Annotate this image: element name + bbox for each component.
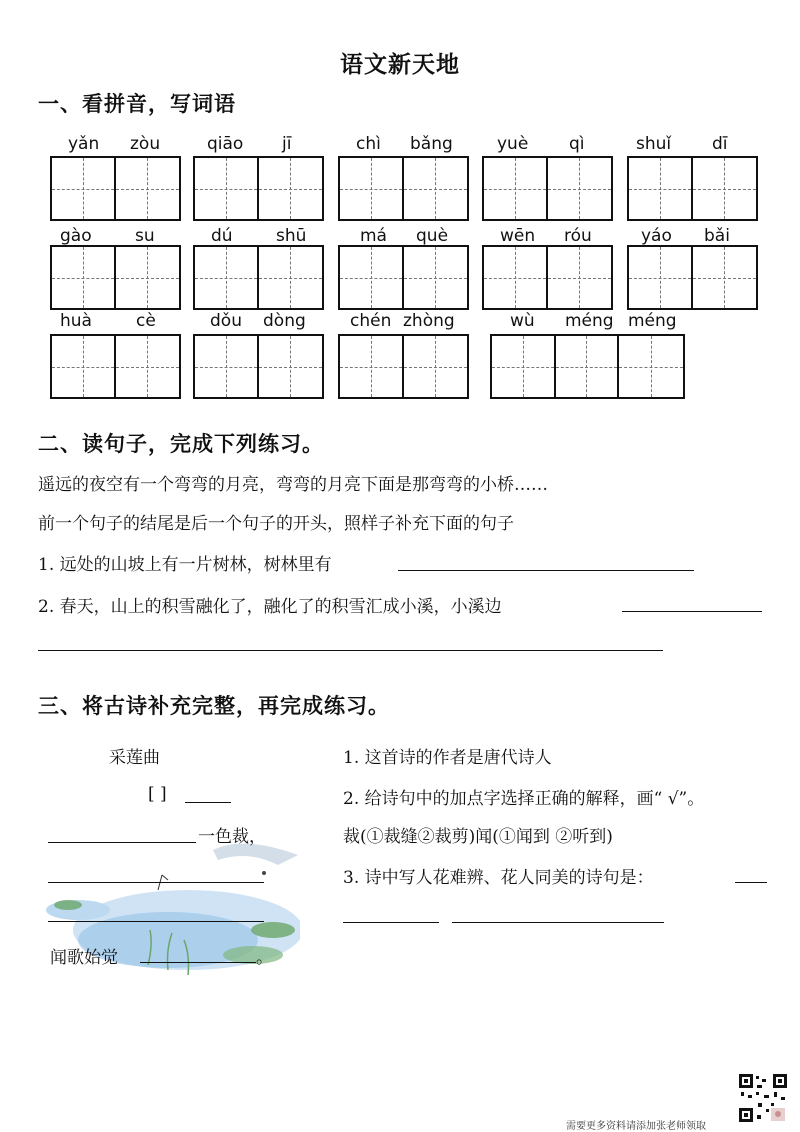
pinyin: yuè — [497, 134, 529, 154]
pinyin: huà — [60, 311, 92, 331]
pinyin: jī — [282, 134, 292, 154]
pinyin: què — [416, 226, 449, 246]
writing-box-three[interactable] — [490, 334, 685, 399]
writing-box[interactable] — [482, 156, 613, 221]
section1-heading: 一、看拼音，写词语 — [38, 92, 236, 116]
pinyin: qì — [569, 134, 585, 154]
writing-box[interactable] — [482, 245, 613, 310]
answer-line[interactable] — [398, 570, 694, 571]
pinyin: dòng — [263, 311, 306, 331]
author-line[interactable] — [185, 802, 231, 803]
poem-line-4-start: 闻歌始觉 — [50, 948, 118, 968]
author-bracket: [ ] — [148, 784, 167, 804]
pinyin: yáo — [641, 226, 672, 246]
qr-code-icon — [738, 1073, 788, 1123]
pinyin: yǎn — [68, 134, 100, 154]
pinyin: wù — [510, 311, 535, 331]
pinyin: shuǐ — [636, 134, 672, 154]
example-sentence: 遥远的夜空有一个弯弯的月亮，弯弯的月亮下面是那弯弯的小桥…… — [38, 475, 548, 495]
poem-title: 采莲曲 — [109, 748, 160, 768]
pinyin: méng — [565, 311, 614, 331]
writing-box[interactable] — [627, 245, 758, 310]
question-1: 1. 远处的山坡上有一片树林，树林里有 — [38, 555, 332, 575]
pinyin: su — [135, 226, 155, 246]
pinyin: shū — [276, 226, 307, 246]
answer-line[interactable] — [735, 882, 767, 883]
question-2: 2. 春天，山上的积雪融化了，融化了的积雪汇成小溪，小溪边 — [38, 597, 502, 617]
pinyin: méng — [628, 311, 677, 331]
pinyin: zhòng — [403, 311, 455, 331]
instruction: 前一个句子的结尾是后一个句子的开头，照样子补充下面的句子 — [38, 514, 514, 534]
footer-note: 需要更多资料请添加张老师领取 — [566, 1121, 706, 1132]
poem-question-1: 1. 这首诗的作者是唐代诗人 — [343, 748, 552, 768]
pinyin: má — [360, 226, 387, 246]
writing-box[interactable] — [193, 156, 324, 221]
pinyin: dī — [712, 134, 728, 154]
pinyin: qiāo — [207, 134, 244, 154]
section3-heading: 三、将古诗补充完整，再完成练习。 — [38, 694, 390, 718]
pinyin: dǒu — [210, 311, 242, 331]
pinyin: zòu — [130, 134, 161, 154]
poem-line-1-end: 一色裁， — [198, 827, 266, 847]
poem-question-2: 2. 给诗句中的加点字选择正确的解释，画“ √”。 — [343, 789, 705, 809]
poem-question-2-options: 裁(①裁缝②裁剪)闻(①闻到 ②听到) — [343, 827, 613, 847]
answer-line[interactable] — [38, 650, 663, 651]
writing-box[interactable] — [193, 334, 324, 399]
writing-box[interactable] — [627, 156, 758, 221]
pinyin: dú — [211, 226, 233, 246]
section2-heading: 二、读句子，完成下列练习。 — [38, 432, 324, 456]
poem-blank[interactable] — [48, 842, 196, 843]
poem-line-4-end: 。 — [256, 948, 273, 968]
pinyin: bǎi — [704, 226, 730, 246]
answer-line[interactable] — [343, 922, 439, 923]
answer-line[interactable] — [452, 922, 664, 923]
pinyin: cè — [136, 311, 156, 331]
writing-box[interactable] — [338, 334, 469, 399]
page-title: 语文新天地 — [340, 52, 460, 78]
writing-box[interactable] — [193, 245, 324, 310]
writing-box[interactable] — [50, 334, 181, 399]
poem-question-3: 3. 诗中写人花难辨、花人同美的诗句是： — [343, 868, 654, 888]
writing-box[interactable] — [338, 245, 469, 310]
pinyin: gào — [60, 226, 92, 246]
pinyin: róu — [564, 226, 592, 246]
pinyin: bǎng — [410, 134, 453, 154]
writing-box[interactable] — [338, 156, 469, 221]
pinyin: wēn — [500, 226, 536, 246]
poem-blank[interactable] — [48, 882, 264, 883]
answer-line[interactable] — [622, 611, 762, 612]
pinyin: chén — [350, 311, 392, 331]
poem-blank[interactable] — [48, 921, 264, 922]
pinyin: chì — [356, 134, 381, 154]
poem-blank[interactable] — [140, 962, 256, 963]
writing-box[interactable] — [50, 245, 181, 310]
writing-box[interactable] — [50, 156, 181, 221]
